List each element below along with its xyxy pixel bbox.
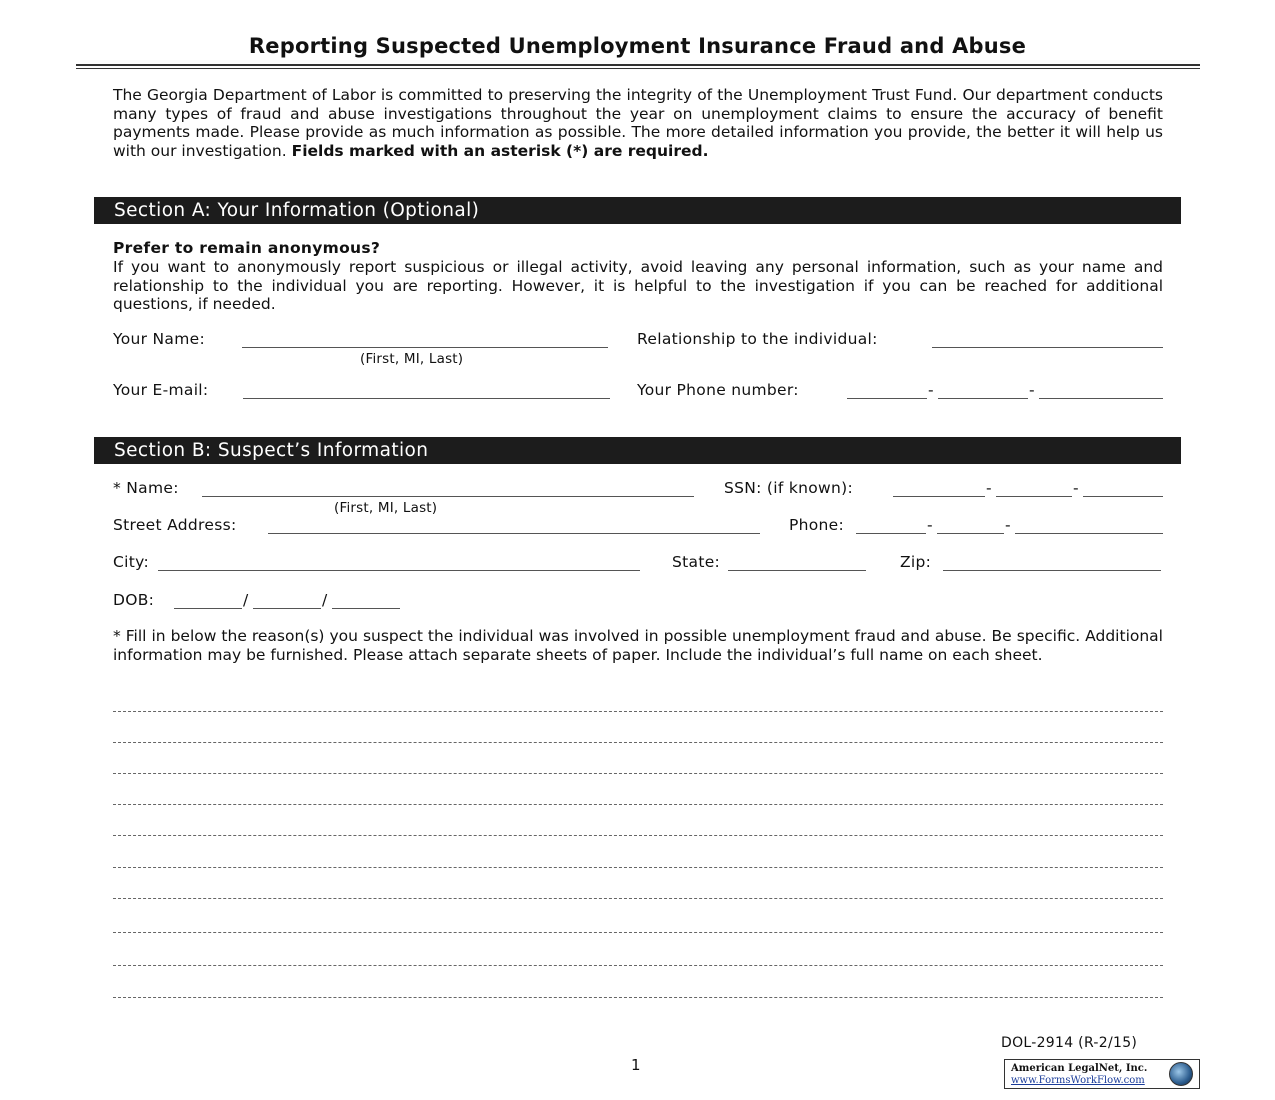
title-divider-thin xyxy=(76,68,1200,69)
reason-line[interactable] xyxy=(113,932,1163,933)
your-email-field[interactable] xyxy=(243,398,610,399)
section-b-header: Section B: Suspect’s Information xyxy=(94,437,1181,464)
your-phone-line-field[interactable] xyxy=(1039,398,1163,399)
suspect-phone-label: Phone: xyxy=(789,516,845,534)
ssn-part2-field[interactable] xyxy=(996,496,1072,497)
ssn-part1-field[interactable] xyxy=(893,496,985,497)
relationship-field[interactable] xyxy=(932,347,1163,348)
your-phone-label: Your Phone number: xyxy=(637,381,799,399)
street-address-label: Street Address: xyxy=(113,516,237,534)
reason-line[interactable] xyxy=(113,997,1163,998)
your-name-label: Your Name: xyxy=(113,330,205,348)
form-title: Reporting Suspected Unemployment Insurance Fraud and Abuse xyxy=(248,34,1027,58)
forms-workflow-logo[interactable] xyxy=(1004,1059,1200,1089)
reason-line[interactable] xyxy=(113,711,1163,712)
ssn-dash: - xyxy=(986,479,992,497)
suspect-phone-line-field[interactable] xyxy=(1015,533,1163,534)
title-divider xyxy=(76,64,1200,66)
reason-line[interactable] xyxy=(113,835,1163,836)
zip-field[interactable] xyxy=(943,570,1161,571)
phone-dash: - xyxy=(1029,381,1035,399)
phone-dash: - xyxy=(927,516,933,534)
logo-url-link[interactable]: www.FormsWorkFlow.com xyxy=(1011,1075,1145,1086)
form-code: DOL-2914 (R-2/15) xyxy=(1001,1035,1138,1051)
intro-paragraph xyxy=(113,86,1163,160)
section-a-header: Section A: Your Information (Optional) xyxy=(94,197,1181,224)
your-phone-prefix-field[interactable] xyxy=(938,398,1028,399)
your-email-label: Your E-mail: xyxy=(113,381,209,399)
reason-line[interactable] xyxy=(113,742,1163,743)
dob-slash: / xyxy=(243,591,249,609)
your-name-field[interactable] xyxy=(242,347,608,348)
phone-dash: - xyxy=(1005,516,1011,534)
anonymous-text: If you want to anonymously report suspicious or illegal activity, avoid leaving any personal information, such as your name and relationship to the individual you are reporting. However, it is helpful to the investigation if you can be reached for additional questions, if needed. xyxy=(113,258,1163,313)
dob-month-field[interactable] xyxy=(174,608,242,609)
your-phone-area-field[interactable] xyxy=(847,398,927,399)
anonymous-heading: Prefer to remain anonymous? xyxy=(113,239,381,257)
suspect-name-hint: (First, MI, Last) xyxy=(334,500,438,516)
suspect-name-label: * Name: xyxy=(113,479,179,497)
reason-line[interactable] xyxy=(113,898,1163,899)
city-field[interactable] xyxy=(158,570,640,571)
ssn-dash: - xyxy=(1073,479,1079,497)
reason-line[interactable] xyxy=(113,867,1163,868)
street-address-field[interactable] xyxy=(268,533,760,534)
dob-label: DOB: xyxy=(113,591,155,609)
state-field[interactable] xyxy=(728,570,866,571)
suspect-phone-area-field[interactable] xyxy=(856,533,926,534)
phone-dash: - xyxy=(928,381,934,399)
intro-text: The Georgia Department of Labor is committed to preserving the integrity of the Unemployment Trust Fund. Our department conducts many types of fraud and abuse investigations throughout the year on unemployment claims to ensure the accuracy of benefit payments made. Please provide as much information as possible. The more detailed information you provide, the better it will help us with our investigation. xyxy=(113,86,1163,160)
ssn-label: SSN: (if known): xyxy=(724,479,854,497)
required-note: Fields marked with an asterisk (*) are required. xyxy=(291,141,709,160)
logo-company-name: American LegalNet, Inc. xyxy=(1011,1063,1148,1074)
state-label: State: xyxy=(672,553,721,571)
dob-slash: / xyxy=(322,591,328,609)
dob-year-field[interactable] xyxy=(332,608,400,609)
reason-line[interactable] xyxy=(113,773,1163,774)
zip-label: Zip: xyxy=(900,553,932,571)
globe-icon xyxy=(1169,1062,1193,1086)
reason-line[interactable] xyxy=(113,965,1163,966)
your-name-hint: (First, MI, Last) xyxy=(360,351,464,367)
suspect-phone-prefix-field[interactable] xyxy=(937,533,1004,534)
reason-instructions: * Fill in below the reason(s) you suspect the individual was involved in possible unemployment fraud and abuse. Be specific. Additional information may be furnished. Please attach separate sheets of paper. Include the individual’s full name on each sheet. xyxy=(113,627,1163,664)
reason-line[interactable] xyxy=(113,804,1163,805)
suspect-name-field[interactable] xyxy=(202,496,694,497)
city-label: City: xyxy=(113,553,149,571)
ssn-part3-field[interactable] xyxy=(1083,496,1163,497)
page-number: 1 xyxy=(631,1056,641,1074)
dob-day-field[interactable] xyxy=(253,608,321,609)
relationship-label: Relationship to the individual: xyxy=(637,330,878,348)
